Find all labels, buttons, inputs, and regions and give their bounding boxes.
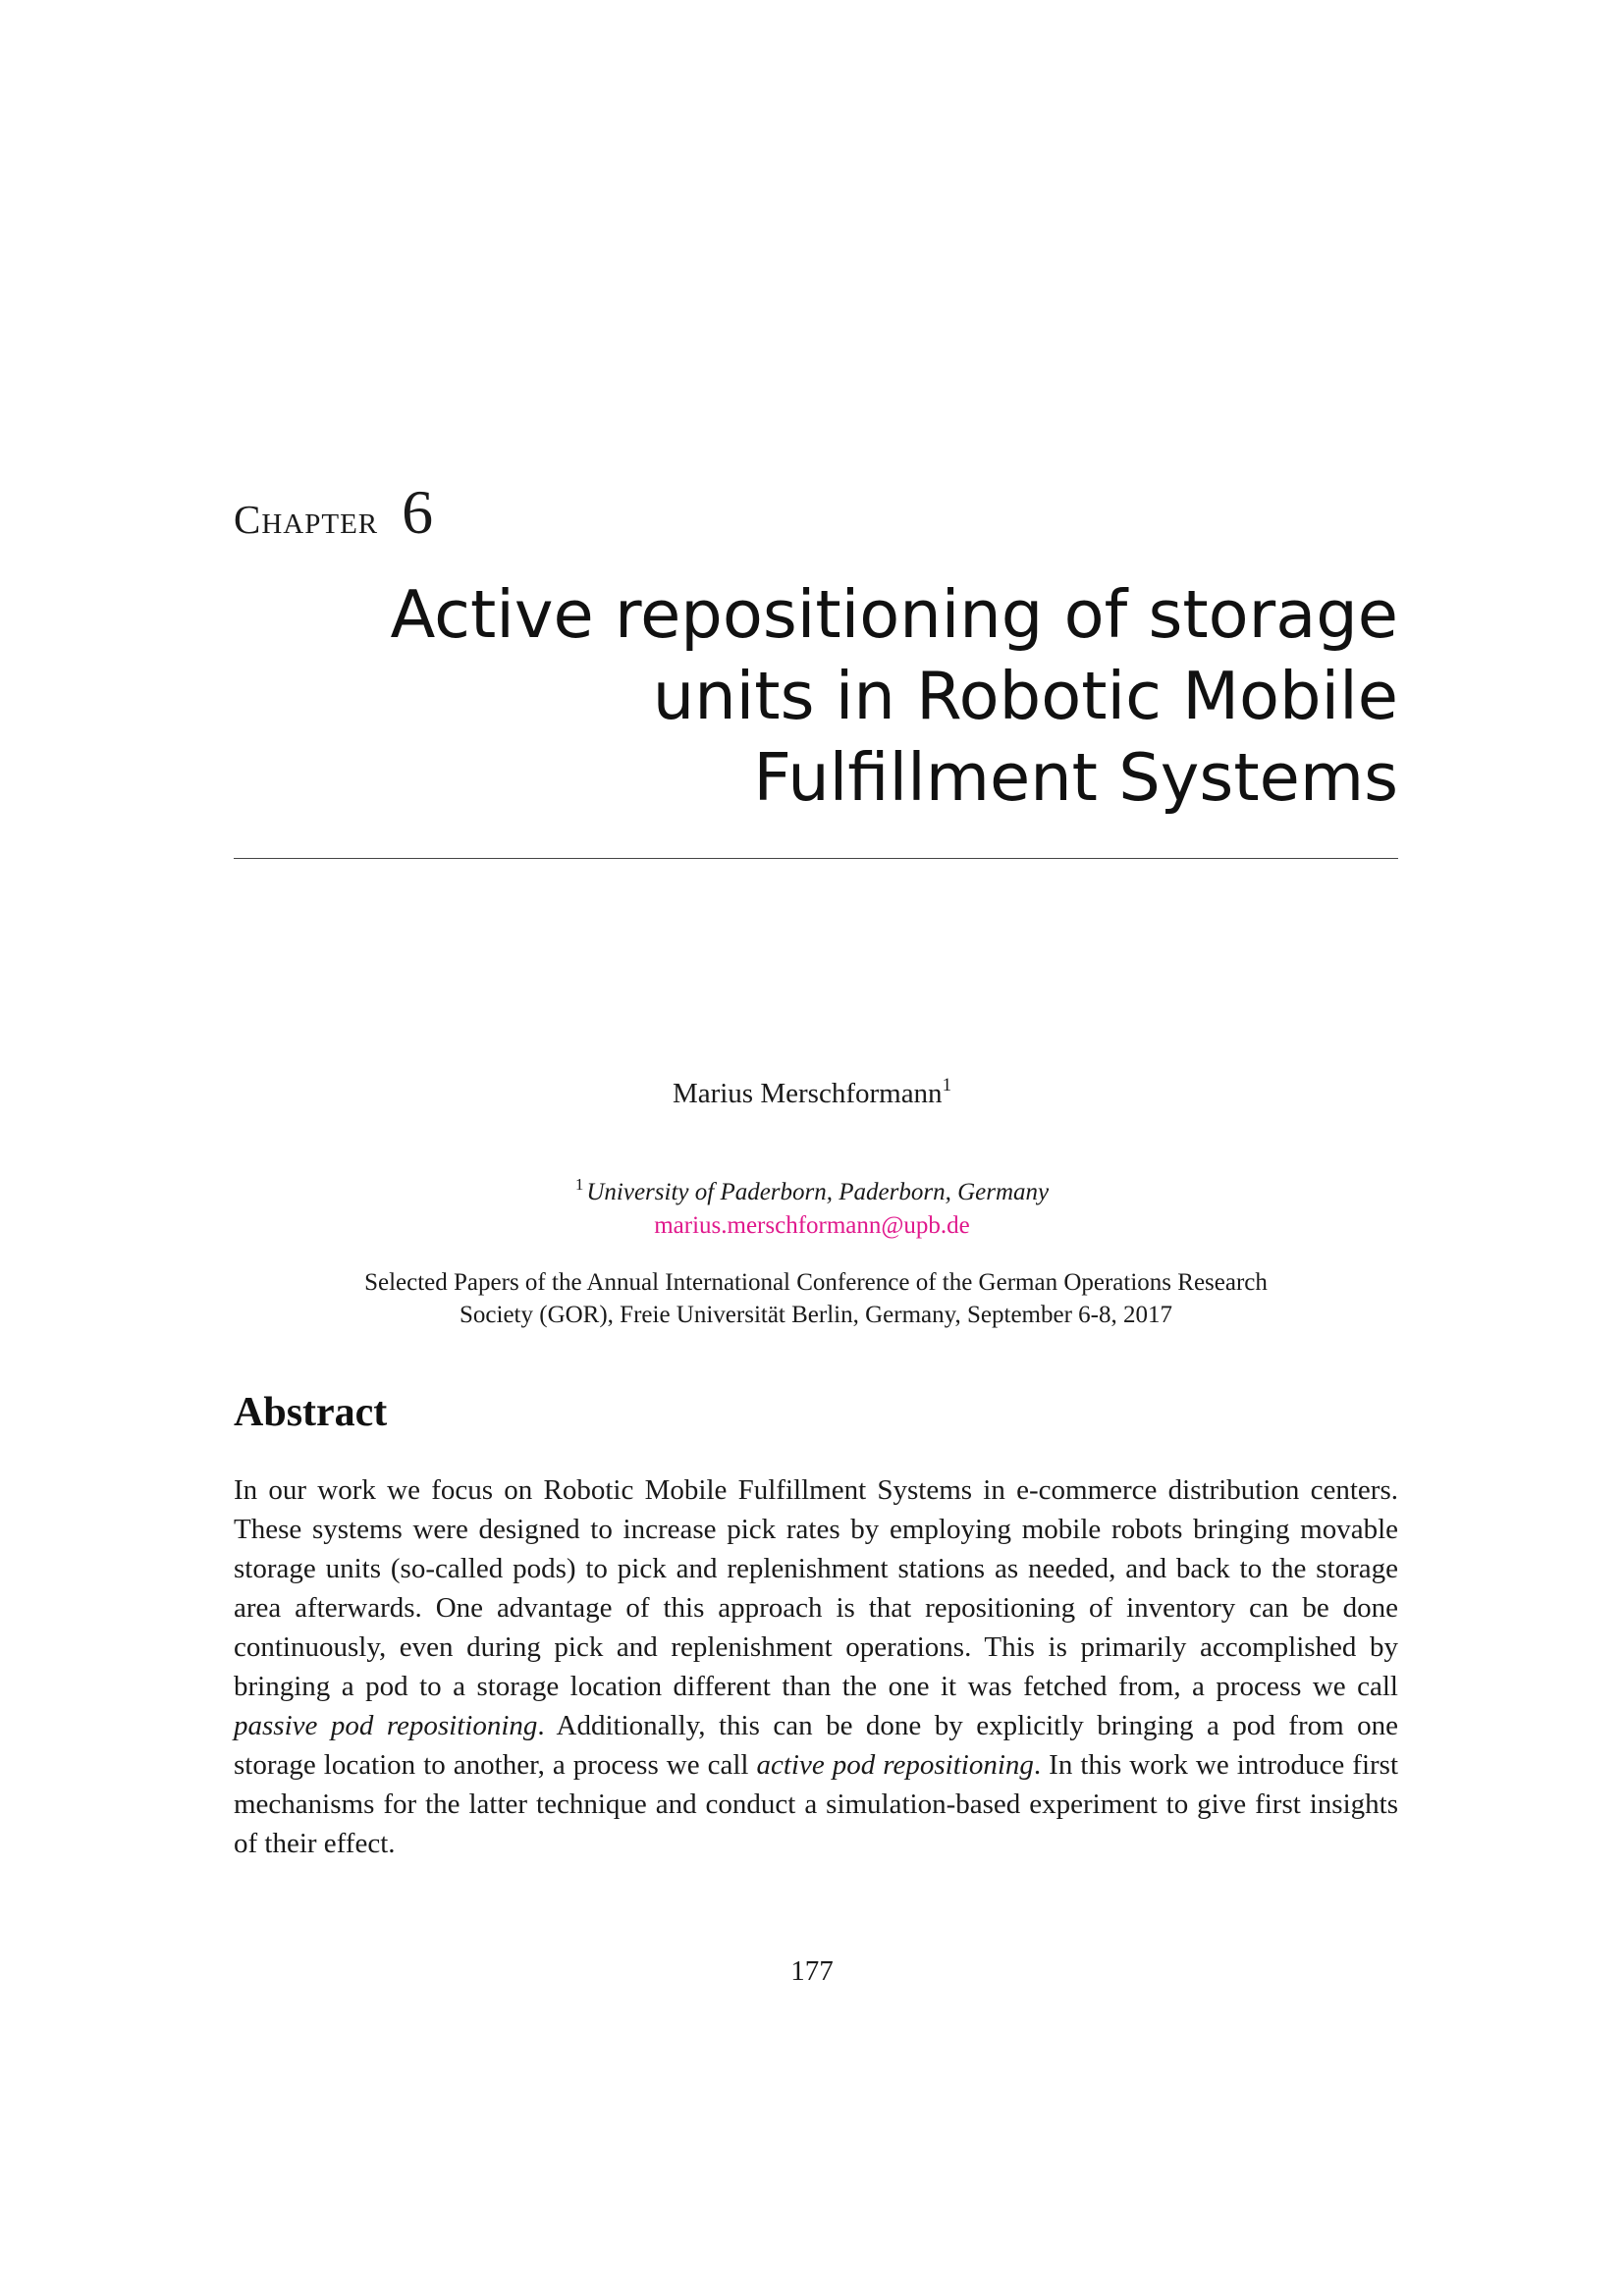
affiliation — [0, 1175, 1624, 1206]
abstract-term-active: active pod repositioning — [756, 1749, 1034, 1781]
page-number: 177 — [790, 1955, 834, 1987]
abstract-body — [234, 1470, 1398, 1863]
affiliation-marker: 1 — [574, 1175, 584, 1194]
conference-note-line-2: Society (GOR), Freie Universität Berlin, Germany, September 6-8, 2017 — [460, 1302, 1172, 1328]
chapter-label — [234, 477, 435, 547]
abstract-heading: Abstract — [234, 1390, 388, 1435]
title-divider — [234, 858, 1398, 859]
author-line — [0, 1075, 1624, 1110]
conference-note — [234, 1266, 1398, 1331]
author-affiliation-marker: 1 — [942, 1075, 952, 1095]
chapter-title — [220, 574, 1398, 819]
author-name: Marius Merschformann — [672, 1078, 943, 1109]
author-email-link[interactable]: marius.merschformann@upb.de — [654, 1212, 970, 1239]
chapter-title-line-3: Fulfillment Systems — [753, 739, 1398, 816]
affiliation-text: University of Paderborn, Paderborn, Germany — [586, 1179, 1050, 1205]
abstract-segment: In our work we focus on Robotic Mobile Fulfillment Systems in e-commerce distribution centers. These systems were designed to increase pick rates by employing mobile robots bringing movable storage units (so-called pods) to pick and replenishment stations as needed, and back to the storage area afterwards. One advantage of this approach is that repositioning of inventory can be done continuously, even during pick and replenishment operations. This is primarily accomplished by bringing a pod to a storage location different than the one it was fetched from, a process we call — [234, 1474, 1398, 1702]
chapter-word: Chapter — [234, 497, 379, 542]
chapter-title-line-1: Active repositioning of storage — [390, 576, 1398, 653]
conference-note-line-1: Selected Papers of the Annual International Conference of the German Operations Research — [364, 1269, 1268, 1296]
abstract-segment: . Additionally, this can be done by explicitly bringing a pod from one storage location to another, a process we call — [234, 1710, 1399, 1781]
abstract-segment: . In this work we introduce first mechanisms for the latter technique and conduct a simulation-based experiment to give first insights of their effect. — [234, 1749, 1399, 1859]
abstract-term-passive: passive pod repositioning — [234, 1710, 538, 1741]
chapter-title-line-2: units in Robotic Mobile — [652, 658, 1398, 734]
chapter-number: 6 — [402, 477, 435, 547]
